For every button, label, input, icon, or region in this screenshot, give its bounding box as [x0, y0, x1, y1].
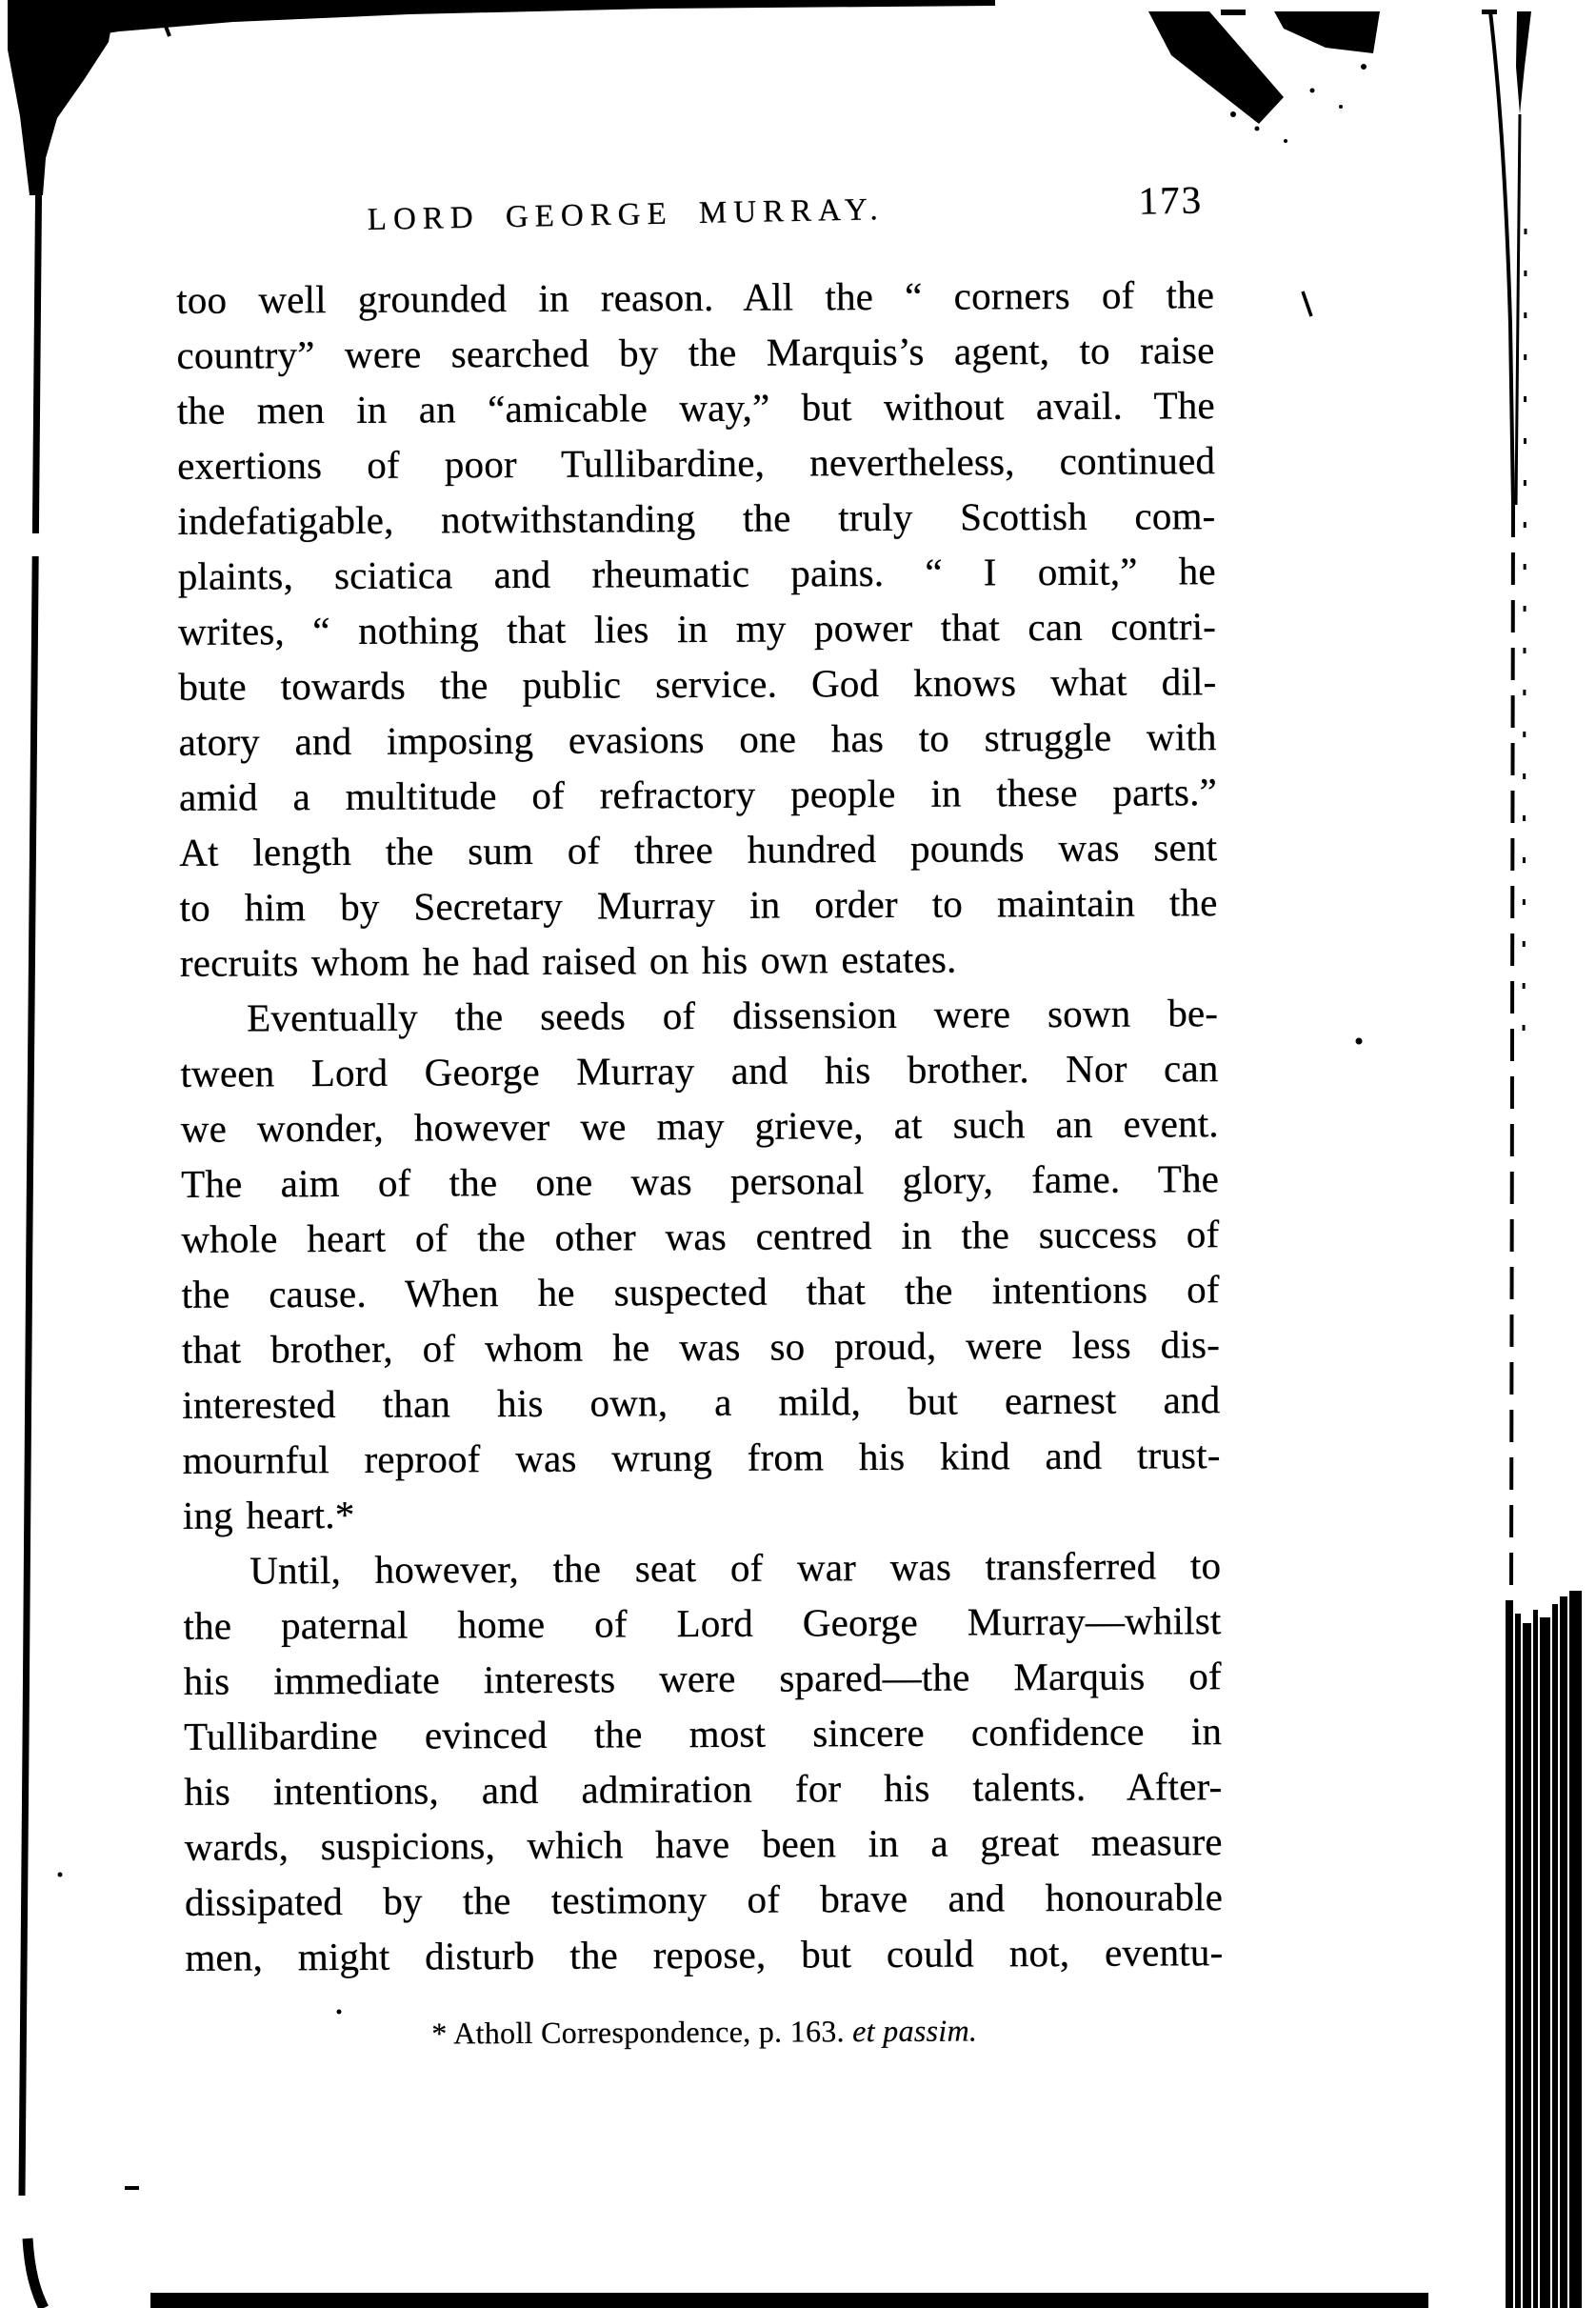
page-number: 173 — [1138, 177, 1204, 223]
text-line: ing heart.* — [182, 1492, 355, 1537]
text-line: his immediate interests were spared—the Marquis of — [183, 1654, 1222, 1703]
text-line: atory and imposing evasions one has to struggle with — [178, 714, 1217, 764]
scan-smudge-top-left — [8, 0, 116, 195]
text-line: the cause. When he suspected that the intentions of — [181, 1267, 1220, 1316]
text-column — [176, 267, 1224, 2053]
scan-bottom-bar — [150, 2293, 1428, 2308]
text-line: exertions of poor Tullibardine, nevertheless, continued — [177, 438, 1216, 488]
text-line: too well grounded in reason. All the “ corners of the — [176, 272, 1215, 322]
text-line: dissipated by the testimony of brave and honourable — [184, 1875, 1224, 1924]
text-line: writes, “ nothing that lies in my power that can contri- — [177, 604, 1217, 653]
scan-right-striation-band — [1506, 1591, 1582, 2308]
text-line: bute towards the public service. God knows what dil- — [178, 659, 1217, 709]
text-line: The aim of the one was personal glory, fame. The — [181, 1156, 1220, 1206]
scan-left-spine-line — [15, 143, 44, 2308]
running-head-title: LORD GEORGE MURRAY. — [367, 192, 886, 238]
text-line: amid a multitude of refractory people in these parts.” — [178, 770, 1218, 819]
body-text — [176, 267, 1223, 1985]
text-line: that brother, of whom he was so proud, were less dis- — [181, 1322, 1221, 1372]
text-line: to him by Secretary Murray in order to maintain the — [179, 880, 1218, 930]
text-line: mournful reproof was wrung from his kind and trust- — [182, 1433, 1221, 1482]
text-line: the paternal home of Lord George Murray—whilst — [183, 1598, 1222, 1648]
text-line: wards, suspicions, which have been in a great measure — [184, 1819, 1223, 1869]
scan-smudge-top-right — [1148, 10, 1497, 143]
text-line: his intentions, and admiration for his talents. After- — [184, 1764, 1223, 1814]
text-line: recruits whom he had raised on his own estates. — [179, 936, 957, 985]
text-line: plaints, sciatica and rheumatic pains. “ I omit,” he — [177, 549, 1216, 598]
text-line: we wonder, however we may grieve, at such an event. — [180, 1101, 1219, 1151]
footnote-marker: * — [431, 2016, 448, 2051]
scan-top-edge-band — [52, 0, 995, 42]
text-line: tween Lord George Murray and his brother. Nor can — [180, 1046, 1219, 1095]
text-line: Until, however, the seat of war was transferred to — [249, 1543, 1222, 1593]
text-line: At length the sum of three hundred pounds was sent — [179, 825, 1218, 874]
text-line: Eventually the seeds of dissension were sown be- — [247, 991, 1219, 1040]
text-line: interested than his own, a mild, but earnest and — [182, 1377, 1221, 1427]
text-line: whole heart of the other was centred in the success of — [181, 1212, 1220, 1261]
footnote — [186, 2012, 1224, 2053]
text-line: indefatigable, notwithstanding the truly Scottish com- — [177, 493, 1216, 543]
scan-right-edge-lines — [1490, 11, 1531, 1593]
text-line: men, might disturb the repose, but could not, eventu- — [185, 1930, 1224, 1979]
footnote-italic: et passim. — [852, 2013, 978, 2049]
footnote-text: Atholl Correspondence, p. 163. — [453, 2014, 846, 2051]
page-header — [180, 177, 1219, 264]
text-line: country” were searched by the Marquis’s agent, to raise — [176, 328, 1215, 377]
text-line: the men in an “amicable way,” but without avail. The — [176, 383, 1215, 432]
text-line: Tullibardine evinced the most sincere confidence in — [184, 1709, 1223, 1758]
